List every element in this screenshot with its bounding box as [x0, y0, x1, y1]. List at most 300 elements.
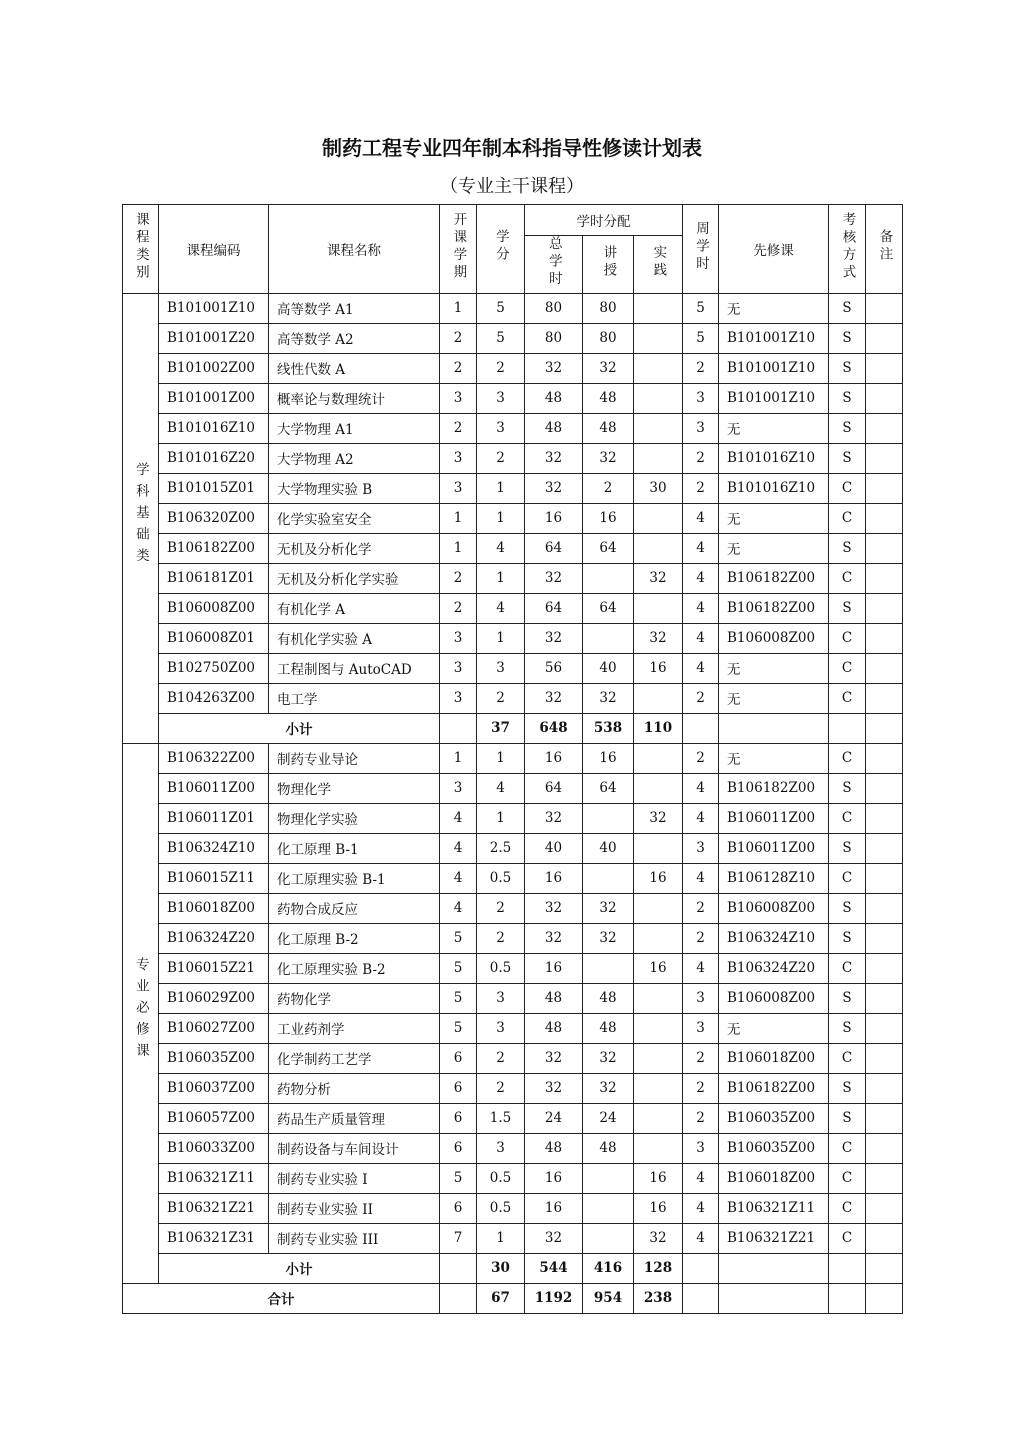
semester: 6	[440, 1193, 477, 1223]
table-row	[123, 1193, 903, 1223]
table-row	[123, 833, 903, 863]
lecture-hours: 32	[583, 353, 634, 383]
course-code: B106035Z00	[159, 1043, 269, 1073]
prerequisite: 无	[719, 653, 829, 683]
course-code: B106008Z00	[159, 593, 269, 623]
course-name: 无机及分析化学实验	[269, 563, 440, 593]
prerequisite: 无	[719, 533, 829, 563]
exam-type	[829, 713, 866, 743]
weekly-hours: 3	[683, 1133, 719, 1163]
practice-hours	[634, 923, 683, 953]
note	[866, 803, 903, 833]
credit: 0.5	[477, 1163, 525, 1193]
prerequisite: B101016Z10	[719, 473, 829, 503]
practice-hours: 32	[634, 563, 683, 593]
total-hours: 80	[525, 293, 583, 323]
course-code: B106321Z31	[159, 1223, 269, 1253]
exam-type: C	[829, 1223, 866, 1253]
weekly-hours: 4	[683, 953, 719, 983]
exam-type: S	[829, 353, 866, 383]
prerequisite: B106011Z00	[719, 833, 829, 863]
exam-type: C	[829, 1133, 866, 1163]
semester: 3	[440, 473, 477, 503]
note	[866, 1223, 903, 1253]
course-code: B101015Z01	[159, 473, 269, 503]
exam-type: S	[829, 773, 866, 803]
weekly-hours: 2	[683, 1043, 719, 1073]
grand-total-lecture-hours: 954	[583, 1283, 634, 1313]
total-hours: 40	[525, 833, 583, 863]
table-row	[123, 533, 903, 563]
prerequisite: 无	[719, 1013, 829, 1043]
table-row	[123, 323, 903, 353]
exam-type: C	[829, 803, 866, 833]
exam-type: S	[829, 443, 866, 473]
practice-hours	[634, 1013, 683, 1043]
semester: 6	[440, 1073, 477, 1103]
practice-hours: 16	[634, 953, 683, 983]
note	[866, 923, 903, 953]
note	[866, 893, 903, 923]
course-code: B106011Z00	[159, 773, 269, 803]
note	[866, 353, 903, 383]
lecture-hours: 48	[583, 413, 634, 443]
note	[866, 623, 903, 653]
total-hours: 32	[525, 1223, 583, 1253]
lecture-hours	[583, 953, 634, 983]
weekly-hours	[683, 713, 719, 743]
course-name: 有机化学 A	[269, 593, 440, 623]
credit: 2	[477, 353, 525, 383]
semester: 5	[440, 923, 477, 953]
credit: 0.5	[477, 1193, 525, 1223]
course-code: B106027Z00	[159, 1013, 269, 1043]
prerequisite: B106011Z00	[719, 803, 829, 833]
semester	[440, 713, 477, 743]
total-hours: 32	[525, 893, 583, 923]
prerequisite: B106182Z00	[719, 773, 829, 803]
semester: 4	[440, 833, 477, 863]
total-hours: 32	[525, 353, 583, 383]
exam-type: C	[829, 1163, 866, 1193]
practice-hours	[634, 1103, 683, 1133]
exam-type: C	[829, 623, 866, 653]
practice-hours	[634, 1073, 683, 1103]
subtotal-practice-hours: 128	[634, 1253, 683, 1283]
course-code: B106320Z00	[159, 503, 269, 533]
credit: 1	[477, 623, 525, 653]
note	[866, 833, 903, 863]
lecture-hours	[583, 1193, 634, 1223]
credit: 2	[477, 683, 525, 713]
semester: 2	[440, 353, 477, 383]
lecture-hours: 16	[583, 743, 634, 773]
credit: 4	[477, 773, 525, 803]
practice-hours	[634, 533, 683, 563]
course-code: B106321Z21	[159, 1193, 269, 1223]
credit: 2	[477, 893, 525, 923]
credit: 1.5	[477, 1103, 525, 1133]
total-hours: 32	[525, 683, 583, 713]
note	[866, 953, 903, 983]
weekly-hours: 5	[683, 293, 719, 323]
subtotal-label: 小计	[159, 1253, 440, 1283]
exam-type: S	[829, 323, 866, 353]
weekly-hours: 4	[683, 803, 719, 833]
note	[866, 713, 903, 743]
grand-total-label: 合计	[123, 1283, 440, 1313]
table-row	[123, 1043, 903, 1073]
table-row	[123, 623, 903, 653]
practice-hours	[634, 743, 683, 773]
prerequisite: B106321Z21	[719, 1223, 829, 1253]
prerequisite: B101001Z10	[719, 323, 829, 353]
course-name: 大学物理 A2	[269, 443, 440, 473]
grand-total-hours: 1192	[525, 1283, 583, 1313]
credit: 0.5	[477, 953, 525, 983]
course-code: B101002Z00	[159, 353, 269, 383]
course-code: B106037Z00	[159, 1073, 269, 1103]
table-row	[123, 413, 903, 443]
practice-hours: 32	[634, 803, 683, 833]
prerequisite	[719, 1283, 829, 1313]
total-hours: 64	[525, 593, 583, 623]
weekly-hours: 3	[683, 833, 719, 863]
practice-hours: 16	[634, 863, 683, 893]
exam-type: S	[829, 1013, 866, 1043]
weekly-hours: 4	[683, 1193, 719, 1223]
subtotal-label: 小计	[159, 713, 440, 743]
weekly-hours: 5	[683, 323, 719, 353]
practice-hours	[634, 893, 683, 923]
course-name: 工程制图与 AutoCAD	[269, 653, 440, 683]
subtotal-lecture-hours: 416	[583, 1253, 634, 1283]
note	[866, 1133, 903, 1163]
table-row	[123, 443, 903, 473]
semester: 2	[440, 323, 477, 353]
prerequisite: B106035Z00	[719, 1103, 829, 1133]
credit: 4	[477, 593, 525, 623]
note	[866, 1193, 903, 1223]
practice-hours	[634, 773, 683, 803]
semester: 4	[440, 893, 477, 923]
prerequisite: B106008Z00	[719, 623, 829, 653]
credit: 5	[477, 323, 525, 353]
semester: 6	[440, 1043, 477, 1073]
semester: 3	[440, 653, 477, 683]
credit: 1	[477, 1223, 525, 1253]
table-row	[123, 803, 903, 833]
course-code: B104263Z00	[159, 683, 269, 713]
weekly-hours: 2	[683, 743, 719, 773]
subtotal-lecture-hours: 538	[583, 713, 634, 743]
course-code: B106322Z00	[159, 743, 269, 773]
course-name: 化学制药工艺学	[269, 1043, 440, 1073]
practice-hours	[634, 353, 683, 383]
course-name: 高等数学 A2	[269, 323, 440, 353]
note	[866, 563, 903, 593]
semester: 3	[440, 773, 477, 803]
total-hours: 32	[525, 623, 583, 653]
note	[866, 323, 903, 353]
weekly-hours: 4	[683, 1223, 719, 1253]
lecture-hours: 48	[583, 1013, 634, 1043]
prerequisite: 无	[719, 503, 829, 533]
semester: 5	[440, 1013, 477, 1043]
lecture-hours	[583, 623, 634, 653]
total-hours: 16	[525, 1193, 583, 1223]
note	[866, 593, 903, 623]
practice-hours: 16	[634, 653, 683, 683]
grand-total-practice-hours: 238	[634, 1283, 683, 1313]
weekly-hours: 3	[683, 983, 719, 1013]
semester: 5	[440, 953, 477, 983]
course-code: B106018Z00	[159, 893, 269, 923]
credit: 2	[477, 1043, 525, 1073]
credit: 2	[477, 443, 525, 473]
semester: 1	[440, 743, 477, 773]
table-row	[123, 1103, 903, 1133]
practice-hours: 16	[634, 1163, 683, 1193]
exam-type: C	[829, 473, 866, 503]
semester: 2	[440, 413, 477, 443]
course-code: B102750Z00	[159, 653, 269, 683]
lecture-hours: 48	[583, 383, 634, 413]
lecture-hours	[583, 1223, 634, 1253]
credit: 1	[477, 743, 525, 773]
lecture-hours: 16	[583, 503, 634, 533]
total-hours: 56	[525, 653, 583, 683]
total-hours: 32	[525, 923, 583, 953]
course-code: B106324Z20	[159, 923, 269, 953]
credit: 3	[477, 413, 525, 443]
note	[866, 773, 903, 803]
course-name: 概率论与数理统计	[269, 383, 440, 413]
practice-hours	[634, 383, 683, 413]
lecture-hours: 48	[583, 1133, 634, 1163]
note	[866, 743, 903, 773]
note	[866, 1013, 903, 1043]
subtotal-credit: 37	[477, 713, 525, 743]
subtotal-practice-hours: 110	[634, 713, 683, 743]
credit: 3	[477, 983, 525, 1013]
course-name: 药品生产质量管理	[269, 1103, 440, 1133]
course-code: B106029Z00	[159, 983, 269, 1013]
note	[866, 653, 903, 683]
exam-type: C	[829, 653, 866, 683]
lecture-hours: 32	[583, 1073, 634, 1103]
course-name: 制药专业实验 III	[269, 1223, 440, 1253]
semester: 2	[440, 593, 477, 623]
lecture-hours: 64	[583, 593, 634, 623]
course-code: B101016Z20	[159, 443, 269, 473]
course-code: B106181Z01	[159, 563, 269, 593]
table-row	[123, 1223, 903, 1253]
exam-type: S	[829, 593, 866, 623]
lecture-hours: 40	[583, 653, 634, 683]
credit: 3	[477, 1133, 525, 1163]
header-prereq: 先修课	[719, 205, 829, 294]
total-hours: 32	[525, 473, 583, 503]
practice-hours	[634, 413, 683, 443]
exam-type: S	[829, 293, 866, 323]
course-code: B106015Z11	[159, 863, 269, 893]
exam-type: S	[829, 893, 866, 923]
semester: 4	[440, 803, 477, 833]
grand-total-credit: 67	[477, 1283, 525, 1313]
note	[866, 1073, 903, 1103]
table-row	[123, 773, 903, 803]
total-hours: 32	[525, 443, 583, 473]
prerequisite: B106182Z00	[719, 1073, 829, 1103]
category-label: 专业必修课	[132, 957, 149, 1065]
course-code: B106057Z00	[159, 1103, 269, 1133]
course-name: 制药专业导论	[269, 743, 440, 773]
exam-type: S	[829, 413, 866, 443]
total-hours: 48	[525, 1013, 583, 1043]
exam-type: C	[829, 1193, 866, 1223]
weekly-hours: 3	[683, 383, 719, 413]
note	[866, 1163, 903, 1193]
exam-type: S	[829, 1103, 866, 1133]
total-hours: 32	[525, 803, 583, 833]
course-name: 工业药剂学	[269, 1013, 440, 1043]
exam-type: S	[829, 1073, 866, 1103]
note	[866, 863, 903, 893]
note	[866, 533, 903, 563]
course-name: 化工原理实验 B-2	[269, 953, 440, 983]
weekly-hours: 2	[683, 923, 719, 953]
note	[866, 683, 903, 713]
table-row	[123, 1073, 903, 1103]
exam-type: S	[829, 833, 866, 863]
prerequisite: B101001Z10	[719, 353, 829, 383]
lecture-hours: 32	[583, 923, 634, 953]
weekly-hours: 4	[683, 563, 719, 593]
weekly-hours: 2	[683, 893, 719, 923]
course-plan-table	[122, 204, 903, 1314]
table-row	[123, 1163, 903, 1193]
exam-type: S	[829, 923, 866, 953]
total-hours: 16	[525, 743, 583, 773]
course-name: 制药专业实验 II	[269, 1193, 440, 1223]
practice-hours: 16	[634, 1193, 683, 1223]
note	[866, 983, 903, 1013]
practice-hours: 32	[634, 623, 683, 653]
exam-type: C	[829, 563, 866, 593]
practice-hours: 32	[634, 1223, 683, 1253]
exam-type: C	[829, 953, 866, 983]
table-row	[123, 983, 903, 1013]
prerequisite: B106182Z00	[719, 563, 829, 593]
course-code: B106008Z01	[159, 623, 269, 653]
note	[866, 1103, 903, 1133]
credit: 1	[477, 473, 525, 503]
course-name: 化工原理 B-1	[269, 833, 440, 863]
course-code: B106011Z01	[159, 803, 269, 833]
weekly-hours: 4	[683, 533, 719, 563]
weekly-hours: 4	[683, 623, 719, 653]
header-name: 课程名称	[269, 205, 440, 294]
semester	[440, 1253, 477, 1283]
table-row	[123, 893, 903, 923]
page-title: 制药工程专业四年制本科指导性修读计划表	[322, 136, 702, 160]
lecture-hours: 80	[583, 323, 634, 353]
practice-hours	[634, 683, 683, 713]
header-total: 总学时	[545, 236, 562, 289]
prerequisite: B106008Z00	[719, 983, 829, 1013]
course-name: 化工原理实验 B-1	[269, 863, 440, 893]
table-row	[123, 593, 903, 623]
subtotal-row	[123, 713, 903, 743]
semester: 7	[440, 1223, 477, 1253]
prerequisite: B106018Z00	[719, 1163, 829, 1193]
total-hours: 48	[525, 413, 583, 443]
prerequisite: B106321Z11	[719, 1193, 829, 1223]
exam-type: S	[829, 533, 866, 563]
lecture-hours: 64	[583, 533, 634, 563]
credit: 1	[477, 563, 525, 593]
prerequisite: 无	[719, 413, 829, 443]
prerequisite: B106324Z10	[719, 923, 829, 953]
total-hours: 16	[525, 1163, 583, 1193]
lecture-hours: 24	[583, 1103, 634, 1133]
total-hours: 64	[525, 773, 583, 803]
total-hours: 32	[525, 563, 583, 593]
table-row	[123, 923, 903, 953]
category-cell	[123, 293, 159, 743]
header-practice: 实践	[650, 244, 667, 280]
semester: 5	[440, 1163, 477, 1193]
semester: 6	[440, 1103, 477, 1133]
lecture-hours	[583, 1163, 634, 1193]
header-credit: 学分	[492, 229, 509, 265]
total-hours: 64	[525, 533, 583, 563]
weekly-hours	[683, 1283, 719, 1313]
credit: 0.5	[477, 863, 525, 893]
weekly-hours: 4	[683, 653, 719, 683]
lecture-hours: 80	[583, 293, 634, 323]
note	[866, 1283, 903, 1313]
subtotal-credit: 30	[477, 1253, 525, 1283]
total-hours: 16	[525, 953, 583, 983]
total-hours: 16	[525, 863, 583, 893]
exam-type: C	[829, 503, 866, 533]
credit: 3	[477, 383, 525, 413]
prerequisite: B101001Z10	[719, 383, 829, 413]
course-name: 物理化学实验	[269, 803, 440, 833]
lecture-hours: 40	[583, 833, 634, 863]
weekly-hours: 4	[683, 773, 719, 803]
lecture-hours: 32	[583, 443, 634, 473]
course-name: 物理化学	[269, 773, 440, 803]
prerequisite: B101016Z10	[719, 443, 829, 473]
course-code: B106324Z10	[159, 833, 269, 863]
table-row	[123, 503, 903, 533]
weekly-hours: 2	[683, 1103, 719, 1133]
course-code: B106015Z21	[159, 953, 269, 983]
weekly-hours: 4	[683, 1163, 719, 1193]
credit: 2	[477, 923, 525, 953]
weekly-hours: 3	[683, 413, 719, 443]
prerequisite: B106182Z00	[719, 593, 829, 623]
semester: 3	[440, 683, 477, 713]
practice-hours	[634, 833, 683, 863]
course-name: 药物化学	[269, 983, 440, 1013]
semester: 5	[440, 983, 477, 1013]
header-semester: 开课学期	[450, 211, 467, 282]
category-cell	[123, 743, 159, 1283]
